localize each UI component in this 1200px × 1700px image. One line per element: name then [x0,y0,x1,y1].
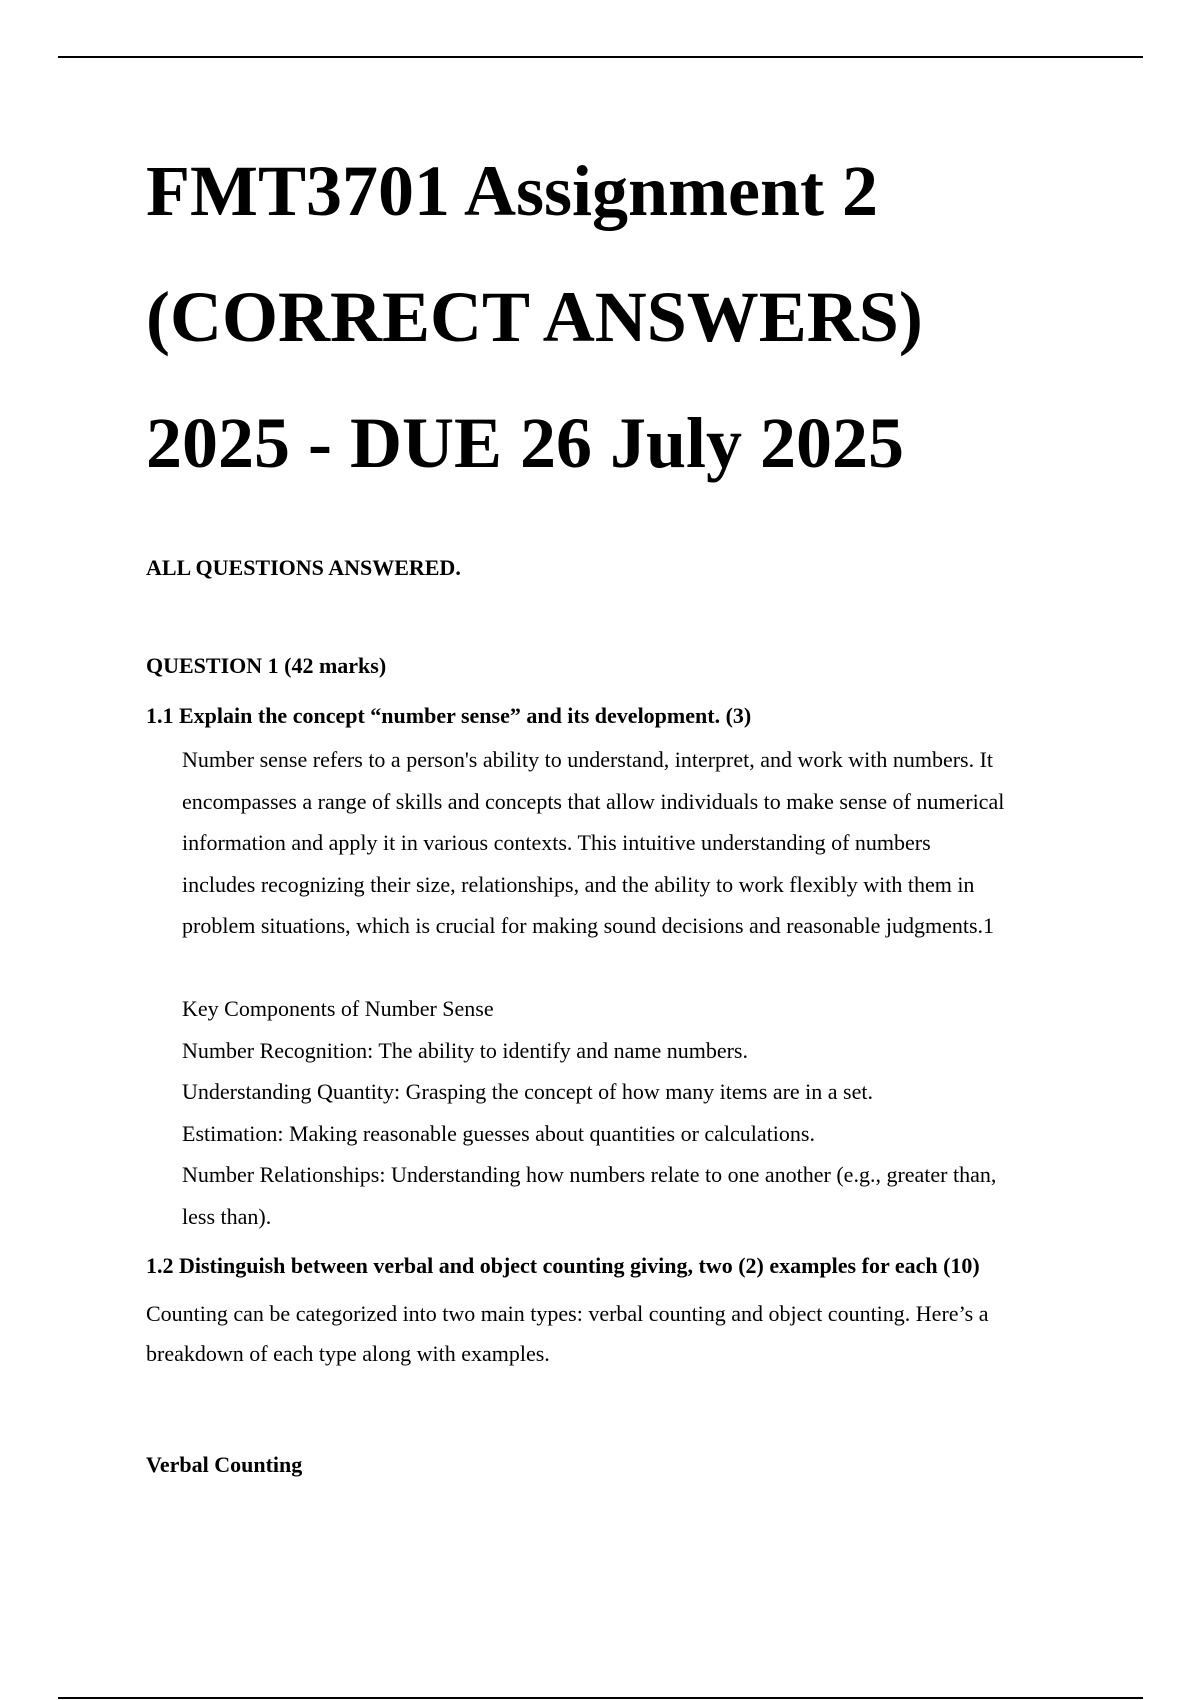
answer-line: breakdown of each type along with examples. [146,1341,550,1366]
document-body [146,128,1106,1480]
verbal-counting-heading: Verbal Counting [146,1452,303,1477]
component-line: less than). [182,1203,272,1229]
all-questions-answered-note: ALL QUESTIONS ANSWERED. [146,555,461,580]
component-line: Number Recognition: The ability to identify and name numbers. [182,1037,748,1063]
component-line: Estimation: Making reasonable guesses about quantities or calculations. [182,1120,815,1146]
title-line: 2025 - DUE 26 July 2025 [146,403,905,483]
question-1-heading: QUESTION 1 (42 marks) [146,653,387,678]
component-line: Understanding Quantity: Grasping the concept of how many items are in a set. [182,1079,873,1104]
paragraph-gap [182,947,1106,989]
top-rule [58,56,1143,58]
answer-line: Counting can be categorized into two main types: verbal counting and object counting. Here’s a [146,1301,989,1326]
component-line: Number Relationships: Understanding how numbers relate to one another (e.g., greater than, [182,1162,997,1187]
title-line: FMT3701 Assignment 2 [146,151,879,231]
answer-line: includes recognizing their size, relationships, and the ability to work flexibly with them in [182,871,975,897]
document-title [146,128,1106,506]
question-1-1-answer [182,739,1106,1237]
title-line: (CORRECT ANSWERS) [146,277,923,357]
answer-line: encompasses a range of skills and concepts that allow individuals to make sense of numerical [182,788,1005,814]
question-1-2-answer [146,1294,1106,1374]
answer-line: Number sense refers to a person's ability to understand, interpret, and work with numbers. It [182,747,994,772]
answer-line: information and apply it in various contexts. This intuitive understanding of numbers [182,830,931,855]
question-1-2-prompt: 1.2 Distinguish between verbal and object counting giving, two (2) examples for each (10) [146,1253,980,1278]
bottom-rule [58,1697,1143,1699]
answer-line: problem situations, which is crucial for making sound decisions and reasonable judgments.1 [182,913,995,938]
components-heading: Key Components of Number Sense [182,996,494,1021]
question-1-1-prompt: 1.1 Explain the concept “number sense” and its development. (3) [146,703,752,728]
